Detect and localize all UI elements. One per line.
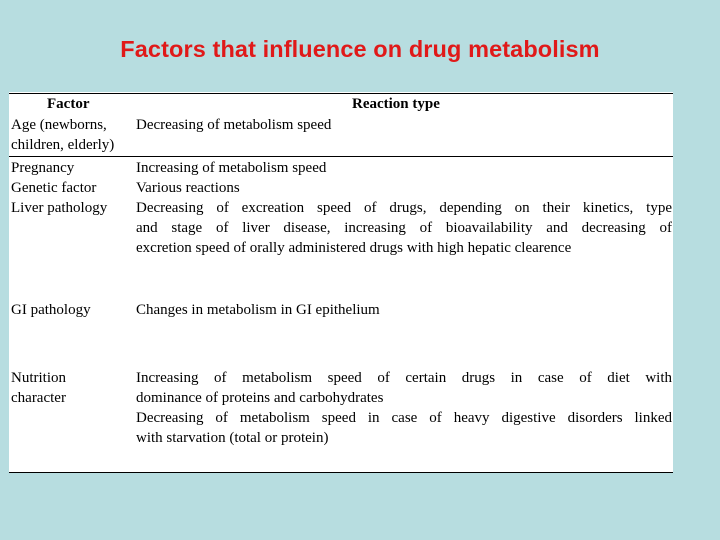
reaction-line: with starvation (total or protein) [136, 430, 329, 446]
factor-line: Pregnancy [11, 160, 75, 176]
factors-table [9, 92, 673, 473]
reaction-genetic [136, 178, 672, 198]
reaction-line: dominance of proteins and carbohydrates [136, 390, 384, 406]
factor-line: GI pathology [11, 302, 91, 318]
factor-genetic [11, 178, 96, 198]
factor-nutrition-character [11, 368, 66, 408]
column-header-reaction-type: Reaction type [352, 96, 440, 112]
factor-pregnancy [11, 158, 74, 178]
factor-line: Nutrition [11, 370, 66, 386]
factor-age-line: children, elderly) [11, 137, 115, 153]
reaction-age [136, 115, 672, 135]
reaction-line: and stage of liver disease, increasing of bioavailability and decreasing of [136, 220, 672, 236]
factor-line: character [11, 390, 66, 406]
column-header-factor: Factor [47, 96, 90, 112]
table-header-age-rule [9, 156, 673, 157]
factor-age-line: Age (newborns, [11, 117, 107, 133]
slide-title: Factors that influence on drug metabolism [120, 36, 600, 62]
reaction-line: Various reactions [136, 180, 240, 196]
reaction-pregnancy [136, 158, 672, 178]
reaction-line: Changes in metabolism in GI epithelium [136, 302, 380, 318]
reaction-line: Increasing of metabolism speed of certain drugs in case of diet with [136, 370, 672, 386]
factor-gi-pathology [11, 300, 91, 320]
factor-age [11, 115, 114, 155]
reaction-gi-pathology [136, 300, 672, 320]
reaction-nutrition-character [136, 368, 672, 448]
reaction-line: Decreasing of excreation speed of drugs, depending on their kinetics, type [136, 200, 672, 216]
reaction-line: Increasing of metabolism speed [136, 160, 327, 176]
factor-line: Liver pathology [11, 200, 108, 216]
factor-liver-pathology [11, 198, 107, 218]
table-bottom-rule [9, 472, 673, 473]
table-top-rule [9, 93, 673, 94]
reaction-line: Decreasing of metabolism speed in case of heavy digestive disorders linked [136, 410, 672, 426]
reaction-line: excretion speed of orally administered drugs with high hepatic clearence [136, 240, 572, 256]
reaction-liver-pathology [136, 198, 672, 258]
reaction-line: Decreasing of metabolism speed [136, 117, 332, 133]
factor-line: Genetic factor [11, 180, 97, 196]
